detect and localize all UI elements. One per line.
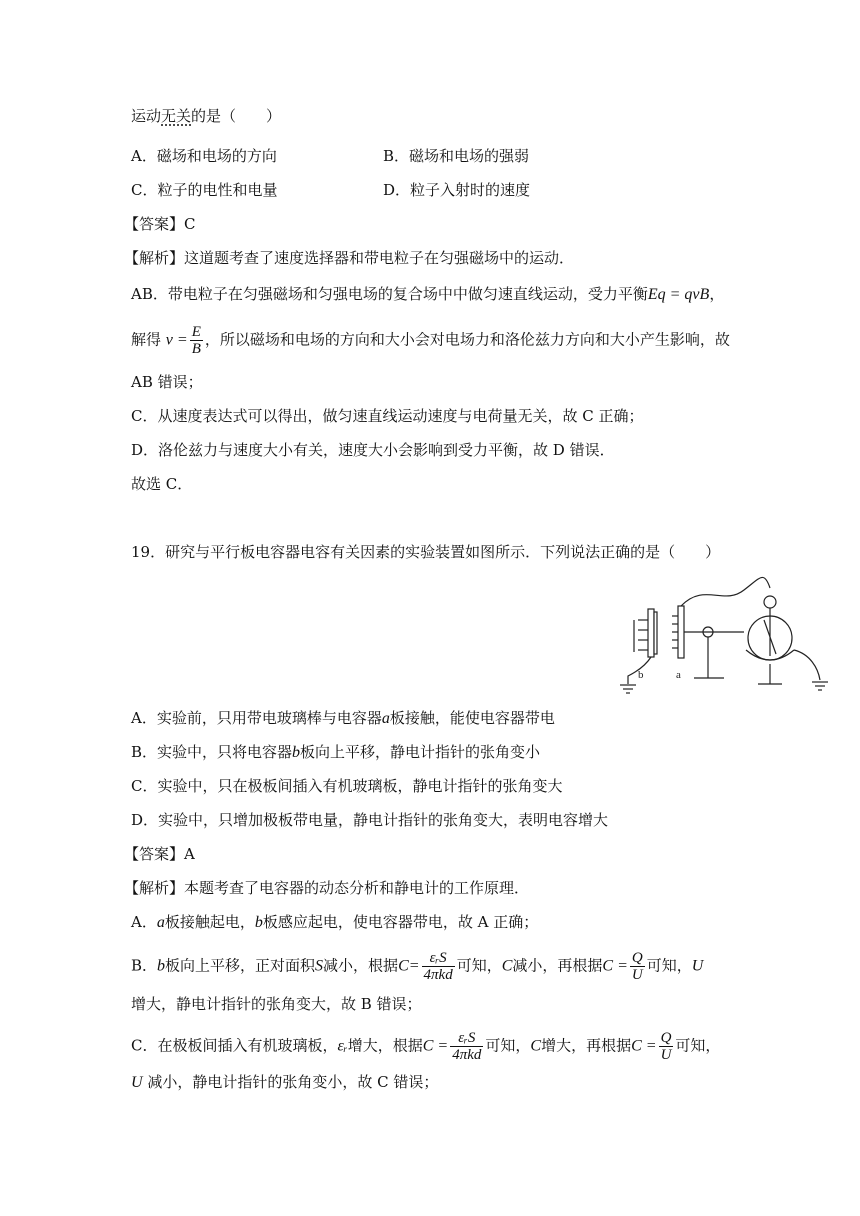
- q18-option-d[interactable]: D．粒子入射时的速度: [383, 181, 531, 199]
- q18-option-b[interactable]: B．磁场和电场的强弱: [383, 147, 530, 165]
- figure-label-b: b: [638, 669, 644, 681]
- q18-conclusion: 故选 C．: [131, 475, 193, 493]
- q19-analysis-c-line2: U 减小，静电计指针的张角变小，故 C 错误；: [131, 1073, 439, 1091]
- q19-analysis-a: A．a板接触起电，b板感应起电，使电容器带电，故 A 正确；: [131, 913, 539, 931]
- q19-option-b[interactable]: B．实验中，只将电容器b板向上平移，静电计指针的张角变小: [131, 743, 541, 761]
- q19-analysis-intro: 【解析】本题考查了电容器的动态分析和静电计的工作原理．: [124, 879, 530, 897]
- q18-analysis-ab-line2: 解得 v = $\frac{E}{B}$ ，所以磁场和电场的方向和大小会对电场力和洛伦兹力方向和大小产生影响，故: [131, 324, 730, 357]
- fraction-q-over-u: $\frac{Q}{U}$: [660, 1030, 672, 1063]
- fraction-capacitance-formula: $\frac{\text{εᵣS}}{\text{4πkd}}$: [452, 1030, 482, 1063]
- q18-option-c[interactable]: C．粒子的电性和电量: [131, 181, 278, 199]
- figure-label-a: a: [676, 669, 681, 681]
- q18-stem-tail: 运动无关的是（ ）: [131, 107, 282, 125]
- q19-answer: 【答案】A: [124, 845, 195, 863]
- fraction-capacitance-formula: $\frac{\text{εᵣS}}{\text{4πkd}}$: [423, 950, 453, 983]
- q18-analysis-d: D．洛伦兹力与速度大小有关，速度大小会影响到受力平衡，故 D 错误．: [131, 441, 615, 459]
- q19-option-a[interactable]: A．实验前，只用带电玻璃棒与电容器a板接触，能使电容器带电: [131, 709, 555, 727]
- q18-analysis-c: C．从速度表达式可以得出，做匀速直线运动速度与电荷量无关，故 C 正确；: [131, 407, 644, 425]
- q19-stem: 19．研究与平行板电容器电容有关因素的实验装置如图所示．下列说法正确的是（ ）: [131, 543, 721, 561]
- capacitor-electrometer-figure: [614, 572, 836, 698]
- q19-analysis-b-line1: B．b板向上平移，正对面积S减小，根据C= $\frac{\text{εᵣS}}{\text{4πkd}}$ 可知，C减小，再根据C = $\frac{Q}{U}$ 可知，U: [131, 950, 704, 983]
- q19-option-d[interactable]: D．实验中，只增加极板带电量，静电计指针的张角变大，表明电容增大: [131, 811, 609, 829]
- q18-answer: 【答案】C: [124, 215, 196, 233]
- q18-analysis-ab-line3: AB 错误；: [131, 373, 203, 391]
- fraction-e-over-b: $\frac{E}{B}$: [191, 324, 201, 357]
- fraction-q-over-u: $\frac{Q}{U}$: [631, 950, 643, 983]
- q19-option-c[interactable]: C．实验中，只在极板间插入有机玻璃板，静电计指针的张角变大: [131, 777, 563, 795]
- q19-analysis-c-line1: C．在极板间插入有机玻璃板，εᵣ增大，根据C = $\frac{\text{εᵣS}}{\text{4πkd}}$ 可知，C增大，再根据C = $\frac{Q}{U}$ 可知，: [131, 1030, 721, 1063]
- q18-analysis-ab-line1: AB．带电粒子在匀强磁场和匀强电场的复合场中中做匀速直线运动，受力平衡Eq = qvB，: [131, 285, 725, 303]
- q18-analysis-intro: 【解析】这道题考查了速度选择器和带电粒子在匀强磁场中的运动．: [124, 249, 575, 267]
- q18-option-a[interactable]: A．磁场和电场的方向: [131, 147, 277, 165]
- q19-analysis-b-line2: 增大，静电计指针的张角变大，故 B 错误；: [131, 995, 422, 1013]
